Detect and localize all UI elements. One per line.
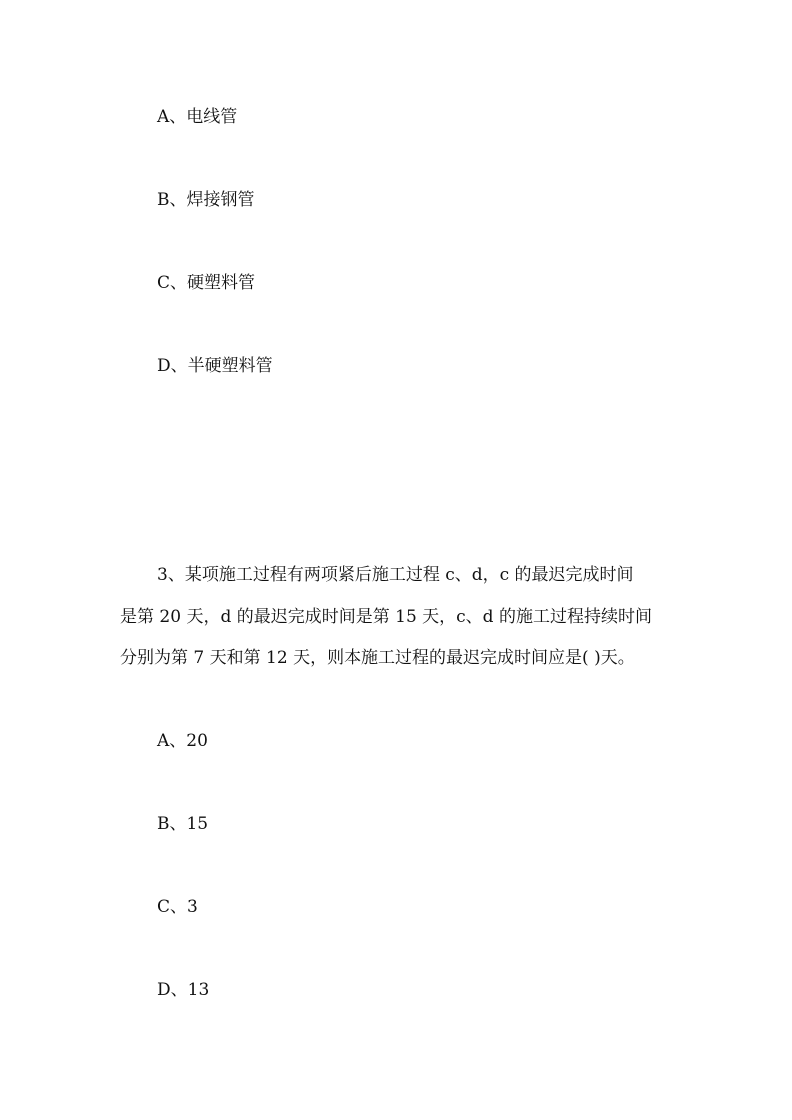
q3-line-2: 是第 20 天，d 的最迟完成时间是第 15 天，c、d 的施工过程持续时间 <box>120 606 652 627</box>
q2-option-c: C、硬塑料管 <box>157 273 256 293</box>
q2-option-a: A、电线管 <box>157 107 238 127</box>
q2-option-d: D、半硬塑料管 <box>157 356 273 376</box>
q3-option-d: D、13 <box>157 980 210 1000</box>
q3-option-a: A、20 <box>157 731 208 751</box>
q3-option-b: B、15 <box>157 814 209 834</box>
q3-line-3: 分别为第 7 天和第 12 天，则本施工过程的最迟完成时间应是( )天。 <box>120 648 635 668</box>
q2-option-b: B、焊接钢管 <box>157 190 255 210</box>
q3-line-1: 3、某项施工过程有两项紧后施工过程 c、d，c 的最迟完成时间 <box>157 565 634 585</box>
q3-question-text <box>120 563 680 688</box>
q3-option-c: C、3 <box>157 897 198 917</box>
